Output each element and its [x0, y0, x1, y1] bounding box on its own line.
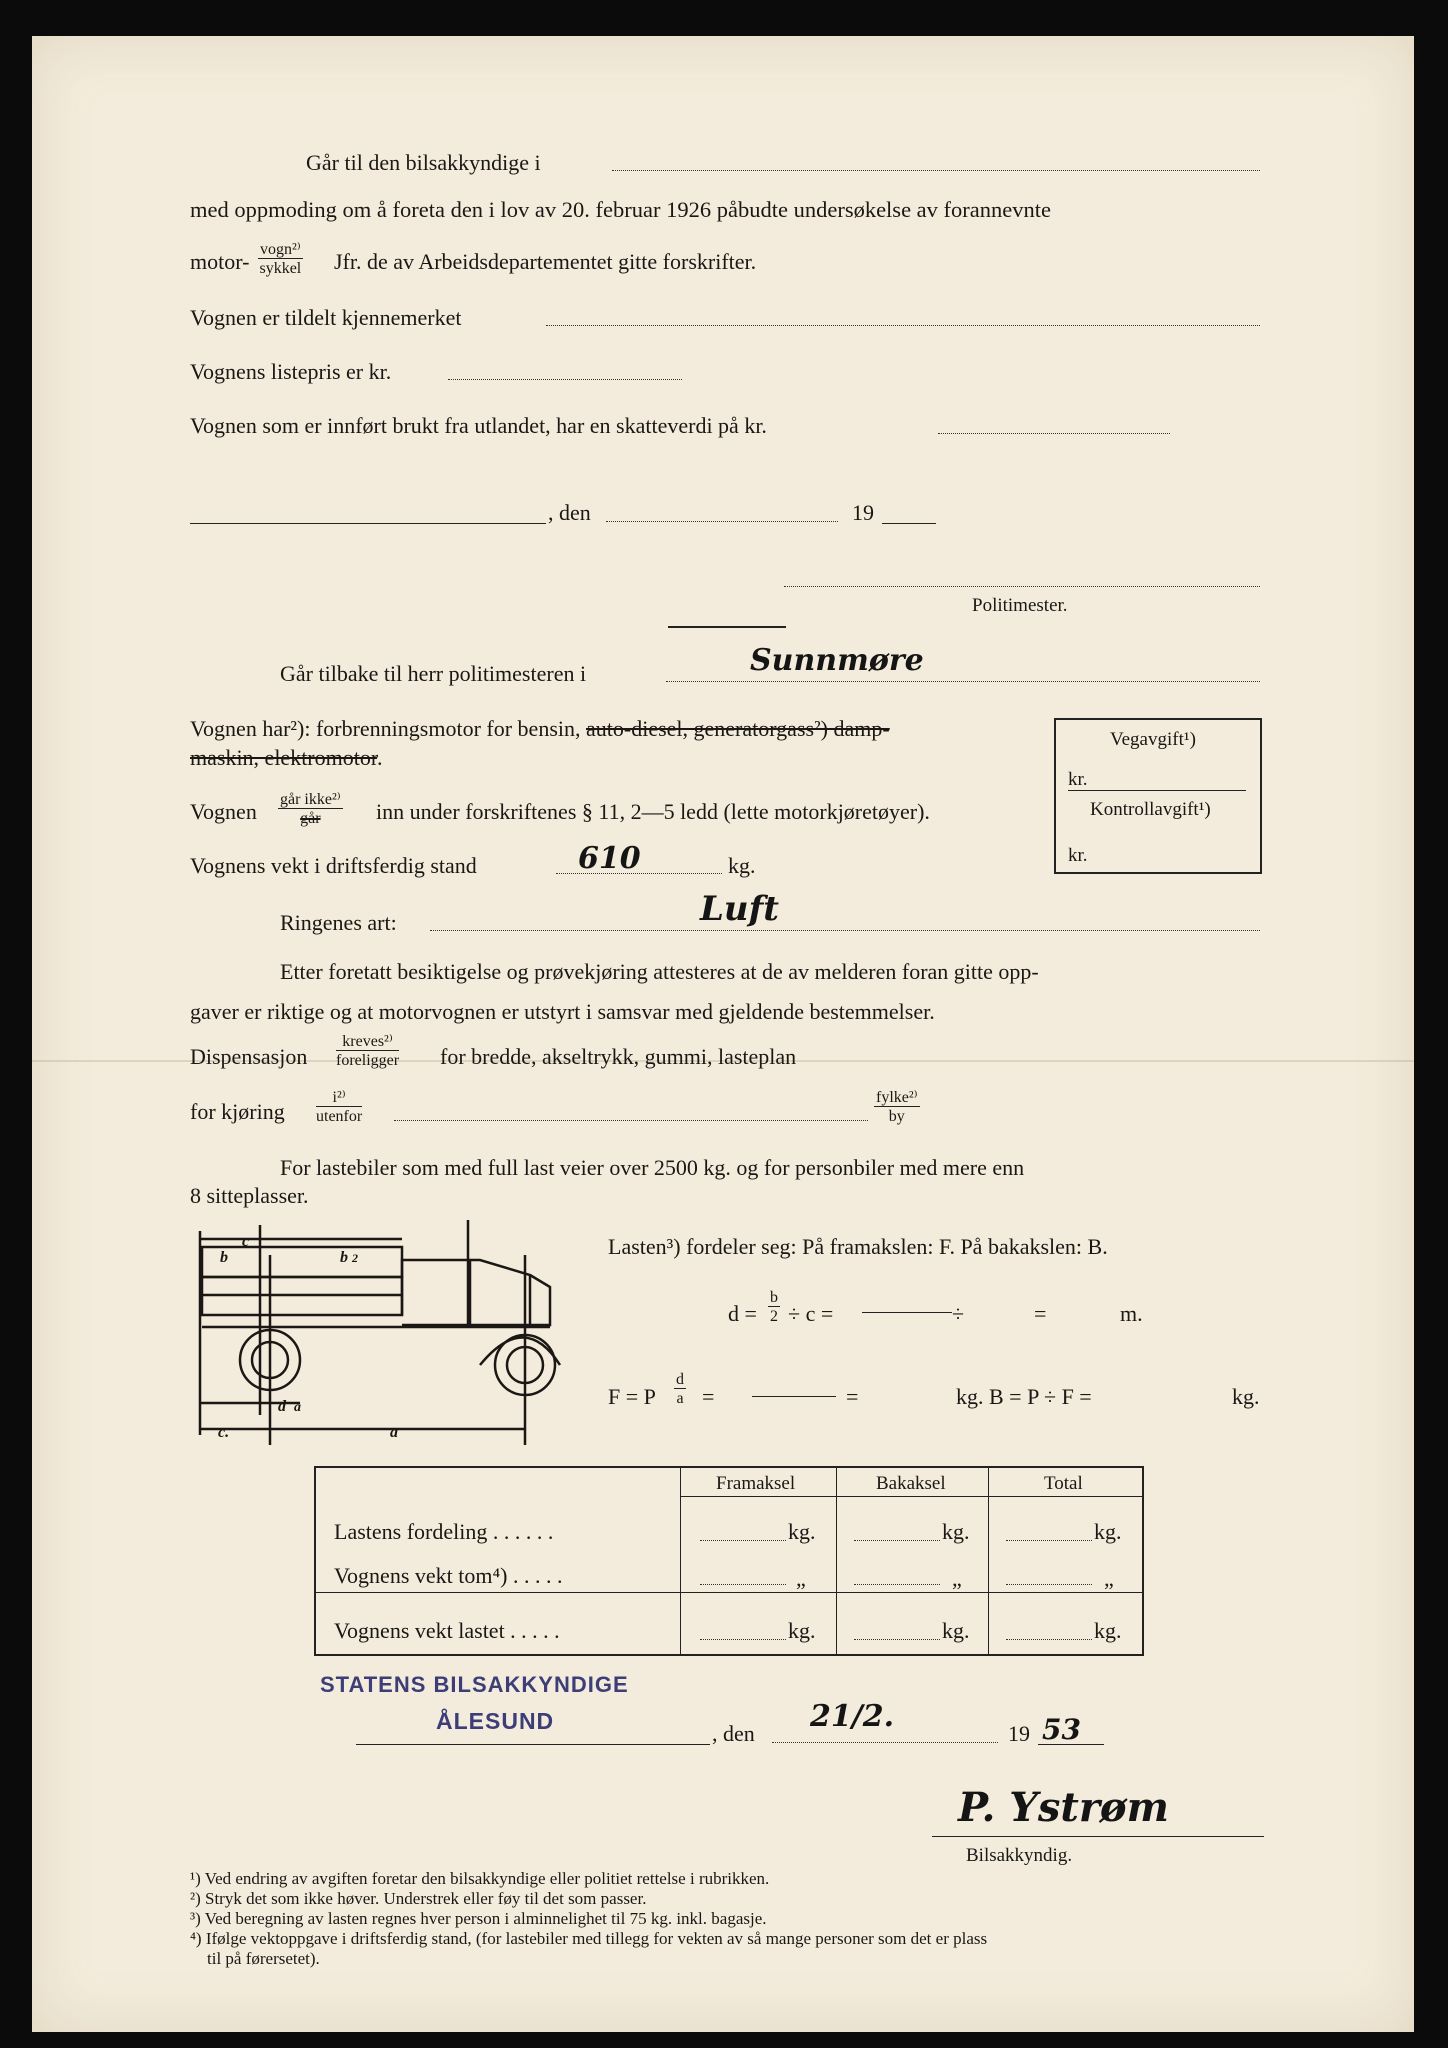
truck-bed-top [202, 1247, 402, 1277]
ring-handwritten: Luft [700, 889, 779, 929]
d-div: ÷ [952, 1301, 965, 1326]
gaar-prefix: Vognen [190, 799, 257, 824]
frac-gaar-ikke: går ikke²⁾ [280, 791, 341, 808]
signoff-year-prefix: 19 [1008, 1721, 1030, 1746]
row-lastens-unit-1: kg. [788, 1519, 816, 1544]
truck-hood [530, 1275, 550, 1325]
f-unit: kg. B = P ÷ F = [956, 1384, 1092, 1409]
table-col-divider-3 [988, 1466, 989, 1654]
row-lastens-unit-2: kg. [942, 1519, 970, 1544]
motor-line1-struck: auto-diesel, generatorgass²) damp- [586, 716, 890, 741]
row-tom-framaksel[interactable] [700, 1584, 786, 1585]
truck-cab [402, 1260, 530, 1325]
skatteverdi-field[interactable] [938, 433, 1170, 434]
f-lhs: F = P [608, 1384, 656, 1409]
col-total: Total [1044, 1473, 1083, 1494]
motor-line2-struck: maskin, elektromotor [190, 745, 377, 770]
f-eq2: = [846, 1384, 859, 1409]
signoff-den-label: , den [712, 1721, 755, 1746]
diagram-label-c2: c. [218, 1424, 230, 1441]
gaar-rest: inn under forskriftenes § 11, 2—5 ledd (lette motorkjøretøyer). [376, 799, 930, 824]
politimester-caption: Politimester. [972, 595, 1068, 616]
bilsakkyndig-caption: Bilsakkyndig. [966, 1845, 1073, 1866]
bilsakkyndig-signature: P. Ystrøm [958, 1784, 1169, 1831]
kontrollavgift-kr: kr. [1068, 845, 1088, 866]
motor-line2-end: . [376, 745, 383, 770]
row-lastet-unit-1: kg. [788, 1618, 816, 1643]
d-num: b [770, 1289, 778, 1306]
section-divider [668, 626, 786, 628]
attest-line1: Etter foretatt besiktigelse og prøvekjøring attesteres at de av melderen foran gitte opp- [280, 959, 1039, 984]
row-lastens-bakaksel[interactable] [854, 1540, 940, 1541]
weight-unit: kg. [728, 853, 756, 878]
listepris-label: Vognens listepris er kr. [190, 359, 392, 384]
frac-i: i²⁾ [316, 1090, 362, 1107]
motor-line1 [190, 718, 890, 740]
footnote-4: ⁴) Ifølge vektoppgave i driftsferdig stand, (for lastebiler med tillegg for vekten av så mange personer som det er plass [190, 1929, 988, 1948]
row-lastet-framaksel[interactable] [700, 1639, 786, 1640]
disp-rest: for bredde, akseltrykk, gummi, lasteplan [440, 1044, 797, 1069]
table-header-line [680, 1496, 1142, 1497]
signoff-place-field[interactable] [356, 1744, 710, 1745]
truck-front-fender [480, 1338, 560, 1366]
lastebil-line2: 8 sitteplasser. [190, 1183, 309, 1208]
return-field[interactable] [666, 681, 1260, 682]
ring-label: Ringenes art: [280, 910, 397, 935]
weight-handwritten: 610 [578, 841, 641, 876]
f-value-field[interactable] [752, 1396, 836, 1397]
weight-label: Vognens vekt i driftsferdig stand [190, 853, 477, 878]
motor-line1-plain: Vognen har²): forbrenningsmotor for bensin, [190, 716, 586, 741]
row-lastens-total[interactable] [1006, 1540, 1092, 1541]
oppmoding-line: med oppmoding om å foreta den i lov av 20. februar 1926 påbudte undersøkelse av forannevnte [190, 197, 1051, 222]
listepris-field[interactable] [448, 379, 682, 380]
f-eq1: = [702, 1384, 715, 1409]
lasten-text: Lasten³) fordeler seg: På framakslen: F. På bakakslen: B. [608, 1234, 1108, 1259]
row-tom-total[interactable] [1006, 1584, 1092, 1585]
diagram-label-b1: b [220, 1249, 228, 1266]
row-lastet-label: Vognens vekt lastet . . . . . [334, 1618, 560, 1643]
row-lastet-total[interactable] [1006, 1639, 1092, 1640]
kjennemerke-label: Vognen er tildelt kjennemerket [190, 305, 462, 330]
ring-field[interactable] [430, 930, 1260, 931]
bilsakkyndige-label: Går til den bilsakkyndige i [306, 150, 541, 175]
stamp-line1: STATENS BILSAKKYNDIGE [320, 1672, 629, 1697]
stamp-line2: ÅLESUND [436, 1708, 555, 1734]
row-lastet-unit-3: kg. [1094, 1618, 1122, 1643]
frac-gaar: går [300, 810, 321, 827]
den-label: , den [548, 500, 591, 525]
d-unit: m. [1120, 1301, 1143, 1326]
truck-diagram [190, 1215, 570, 1455]
d-rest: ÷ c = [788, 1301, 834, 1326]
date-field[interactable] [606, 521, 838, 522]
gaar-fraction [278, 792, 343, 827]
year-prefix: 19 [852, 500, 874, 525]
diagram-label-c1: c [242, 1233, 250, 1250]
row-lastens-unit-3: kg. [1094, 1519, 1122, 1544]
diagram-label-a2: a [294, 1400, 301, 1415]
kreves-fraction [336, 1034, 399, 1069]
diagram-label-a: a [390, 1424, 398, 1441]
diagram-label-b2: b [340, 1249, 348, 1266]
vegavgift-field[interactable] [1068, 790, 1246, 791]
bilsakkyndige-field[interactable] [612, 170, 1260, 171]
bilsakkyndig-signature-field[interactable] [932, 1836, 1264, 1837]
diagram-label-d: d [278, 1398, 286, 1415]
attest-line2: gaver er riktige og at motorvognen er utstyrt i samsvar med gjeldende bestemmelser. [190, 999, 935, 1024]
f-den: a [676, 1390, 684, 1407]
row-lastet-unit-2: kg. [942, 1618, 970, 1643]
frac-vogn: vogn²⁾ [260, 241, 301, 258]
vogn-sykkel-fraction [258, 242, 303, 277]
row-lastet-bakaksel[interactable] [854, 1639, 940, 1640]
kontrollavgift-label: Kontrollavgift¹) [1090, 799, 1211, 820]
frac-utenfor: utenfor [316, 1108, 363, 1125]
footnote-3: ³) Ved beregning av lasten regnes hver person i alminnelighet til 75 kg. inkl. bagasje. [190, 1909, 767, 1928]
footnote-4-cont: til på førersetet). [190, 1949, 320, 1968]
frac-kreves: kreves²⁾ [336, 1034, 399, 1051]
frac-fylke: fylke²⁾ [876, 1089, 918, 1106]
lastebil-line1: For lastebiler som med full last veier over 2500 kg. og for personbiler med mere enn [280, 1155, 1025, 1180]
i-utenfor-fraction [316, 1090, 362, 1125]
disp-prefix: Dispensasjon [190, 1044, 308, 1069]
signoff-date-handwritten: 21/2. [810, 1699, 895, 1734]
motor-line2 [190, 747, 382, 769]
table-row-divider [314, 1592, 1142, 1593]
d-value-field[interactable] [862, 1312, 952, 1313]
row-tom-unit-2: „ [952, 1566, 962, 1591]
col-framaksel: Framaksel [716, 1473, 796, 1494]
signoff-year-handwritten: 53 [1042, 1713, 1081, 1746]
vegavgift-label: Vegavgift¹) [1110, 729, 1196, 750]
f-num: d [676, 1371, 684, 1388]
fylke-by-fraction [874, 1090, 920, 1125]
d-lhs: d = [728, 1301, 757, 1326]
row-lastens-label: Lastens fordeling . . . . . . [334, 1519, 554, 1544]
politimester-signature-field[interactable] [784, 586, 1260, 587]
row-lastens-framaksel[interactable] [700, 1540, 786, 1541]
d-den: 2 [770, 1308, 778, 1325]
skatteverdi-label: Vognen som er innført brukt fra utlandet, har en skatteverdi på kr. [190, 413, 767, 438]
table-col-divider-2 [836, 1466, 837, 1654]
kjoring-field[interactable] [394, 1120, 868, 1121]
col-bakaksel: Bakaksel [876, 1473, 946, 1494]
d-eq: = [1034, 1301, 1047, 1326]
f-fraction [674, 1372, 686, 1407]
f-unit2: kg. [1232, 1384, 1260, 1409]
diagram-label-b2b: 2 [352, 1251, 358, 1265]
forskrifter-text: Jfr. de av Arbeidsdepartementet gitte forskrifter. [334, 249, 757, 274]
frac-sykkel: sykkel [259, 260, 302, 277]
footnote-2: ²) Stryk det som ikke høver. Understrek eller føy til det som passer. [190, 1889, 647, 1908]
footnote-1: ¹) Ved endring av avgiften foretar den bilsakkyndige eller politiet rettelse i rubrikken. [190, 1869, 770, 1888]
row-tom-label: Vognens vekt tom⁴) . . . . . [334, 1563, 563, 1588]
row-tom-unit-1: „ [796, 1566, 806, 1591]
kjennemerke-field[interactable] [546, 325, 1260, 326]
vegavgift-kr: kr. [1068, 769, 1088, 790]
frac-foreligger: foreligger [336, 1052, 400, 1069]
row-tom-bakaksel[interactable] [854, 1584, 940, 1585]
frac-by: by [888, 1108, 905, 1125]
year-field[interactable] [882, 523, 936, 524]
row-tom-unit-3: „ [1104, 1566, 1114, 1591]
d-fraction [768, 1290, 780, 1325]
return-label: Går tilbake til herr politimesteren i [280, 661, 587, 686]
return-handwritten: Sunnmøre [750, 643, 924, 678]
motor-prefix: motor- [190, 249, 250, 274]
kjoring-prefix: for kjøring [190, 1099, 285, 1124]
place-field[interactable] [190, 523, 546, 524]
table-col-divider-1 [680, 1466, 681, 1654]
signoff-date-field[interactable] [772, 1742, 998, 1743]
